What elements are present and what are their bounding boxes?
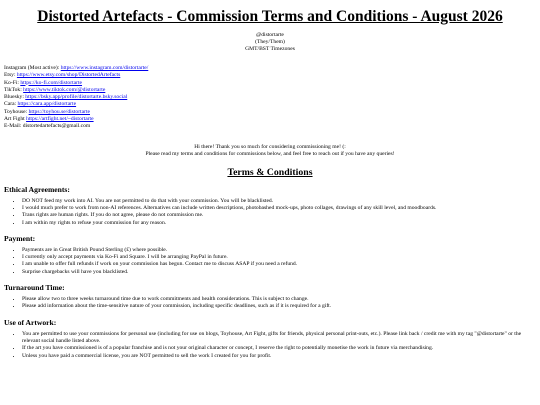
contact-etsy	[4, 72, 536, 79]
etsy-link[interactable]: https://www.etsy.com/shop/DistortedArtefacts	[16, 72, 121, 79]
artist-timezone: GMT/BST Timezones	[245, 46, 295, 52]
list-item: • I am unable to offer full refunds if work on your commission has begun. Contact me to discuss ASAP if you need a refund.	[22, 261, 536, 268]
section-use-of-artwork	[4, 318, 536, 360]
section-ethical	[4, 185, 536, 227]
instagram-link[interactable]: https://www.instagram.com/distortarte/	[60, 65, 149, 71]
tiktok-link[interactable]: https://www.tiktok.com/@distortarte	[23, 86, 106, 93]
list-item: • I would much prefer to work from non-AI references. Alternatives can include written descriptions, photobashed mock-ups, photo collages, drawings of any skill level, and moodboards.	[22, 205, 536, 212]
section-heading: Turnaround Time:	[4, 283, 65, 293]
bullet-list	[4, 331, 536, 360]
contact-label: Cara:	[4, 101, 18, 108]
list-item: • Trans rights are human rights. If you do not agree, please do not commission me.	[22, 212, 536, 219]
list-item: • I am within my rights to refuse your commission for any reason.	[22, 220, 536, 227]
list-item: • I currently only accept payments via Ko-Fi and Square. I will be arranging PayPal in future.	[22, 254, 536, 261]
contact-label: Bluesky:	[4, 94, 26, 101]
contact-label: Toyhouse:	[4, 108, 29, 115]
contact-label: Art Fight	[4, 116, 27, 123]
list-item: • Surprise chargebacks will have you blacklisted.	[22, 269, 536, 276]
artist-handle: @distortarte	[256, 32, 284, 38]
terms-heading: Terms & Conditions	[227, 166, 313, 178]
section-payment	[4, 234, 536, 276]
toyhouse-link[interactable]: https://toyhou.se/distortarte	[28, 108, 90, 115]
intro-line: Hi there! Thank you so much for considering commissioning me! (:	[194, 143, 346, 150]
section-heading: Payment:	[4, 233, 36, 243]
contact-label: Instagram (Most active):	[4, 65, 61, 71]
artist-pronouns: (They/Them)	[255, 39, 285, 45]
section-turnaround	[4, 283, 536, 311]
page-title: Distorted Artefacts - Commission Terms and Conditions - August 2026	[37, 8, 503, 25]
list-item: • You are permitted to use your commissions for personal use (including for use on blogs, Toyhouse, Art Fight, gifts for friends, physical personal print-outs, etc.). Please link back / credit me with my tag "@distortarte" or the relevant social handle listed above.	[22, 331, 536, 346]
contact-label: Ko-Fi:	[4, 79, 21, 86]
bullet-list	[4, 198, 536, 227]
intro-text	[4, 144, 536, 158]
bluesky-link[interactable]: https://bsky.app/profile/distortarte.bsky.social	[25, 94, 128, 101]
list-item: • Payments are in Great British Pound Sterling (£) where possible.	[22, 247, 536, 254]
bullet-list	[4, 296, 536, 311]
contact-label: Etsy:	[4, 72, 17, 79]
artfight-link[interactable]: https://artfight.net/~distortarte	[26, 116, 94, 123]
contact-cara	[4, 101, 536, 108]
kofi-link[interactable]: https://ko-fi.com/distortarte	[20, 79, 83, 86]
contact-email: E-Mail: distortedartefacts@gmail.com	[4, 123, 91, 130]
intro-line: Please read my terms and conditions for commissions below, and feel free to reach out if you have any queries!	[145, 150, 395, 157]
list-item: • If the art you have commissioned is of a popular franchise and is not your original character or concept, I reserve the right to potentially monetise the work in future via merchandising.	[22, 345, 536, 352]
list-item: • Please allow two to three weeks turnaround time due to work commitments and health considerations. This is subject to change.	[22, 296, 536, 303]
artist-info	[4, 32, 536, 53]
contact-bluesky	[4, 94, 536, 101]
bullet-list	[4, 247, 536, 276]
contact-toyhouse	[4, 109, 536, 116]
cara-link[interactable]: https://cara.app/distortarte	[17, 101, 77, 108]
list-item: • DO NOT feed my work into AI. You are not permitted to do that with your commission. You will be blacklisted.	[22, 198, 536, 205]
list-item: • Unless you have paid a commercial license, you are NOT permitted to sell the work I created for you for profit.	[22, 353, 536, 360]
contact-list	[4, 65, 536, 131]
list-item: • Please add information about the time-sensitive nature of your commission, including specific deadlines, such as if it is required for a gift.	[22, 303, 536, 310]
contact-kofi	[4, 80, 536, 87]
section-heading: Use of Artwork:	[4, 317, 57, 327]
contact-label: TikTok:	[4, 86, 24, 93]
section-heading: Ethical Agreements:	[4, 184, 70, 194]
